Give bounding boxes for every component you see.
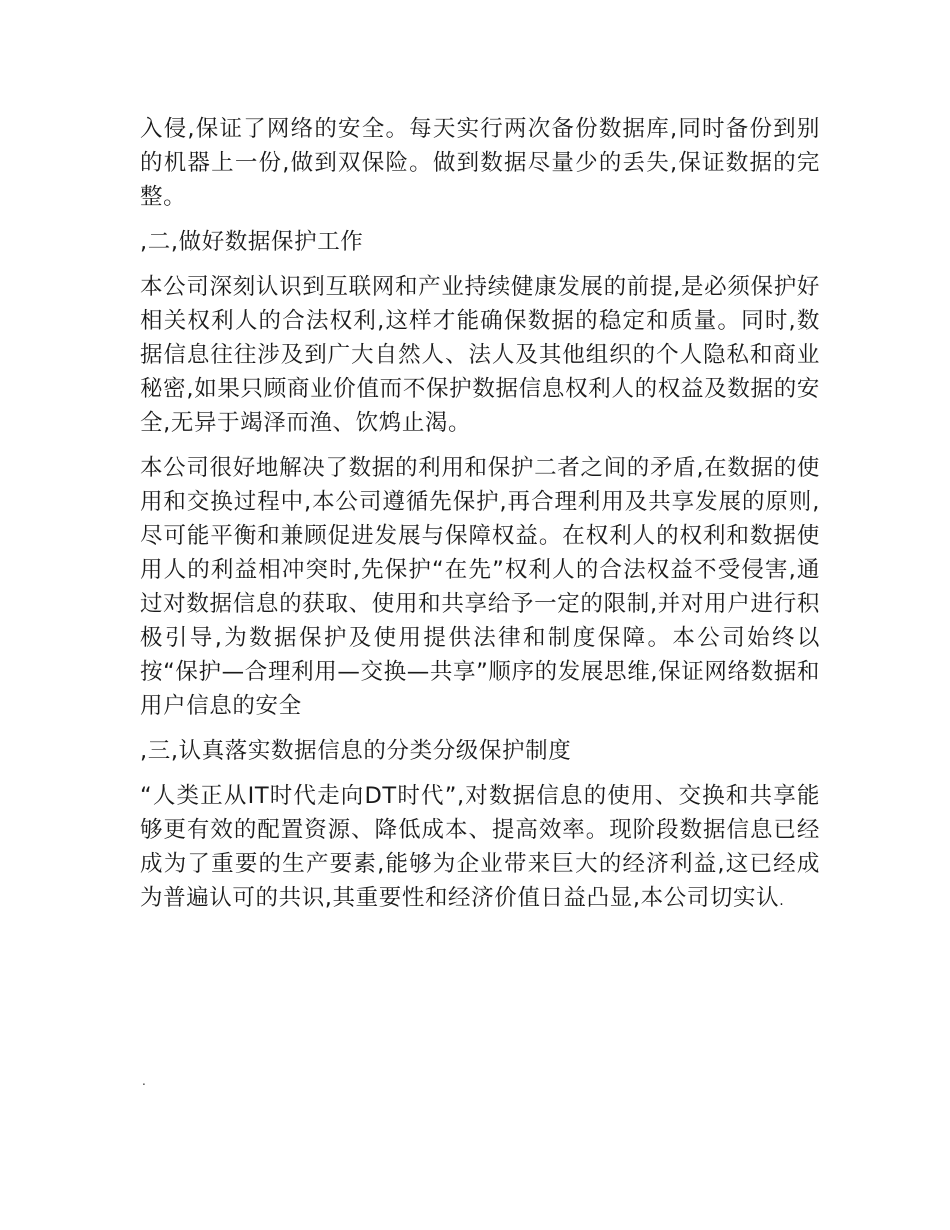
section-heading-classification: ,三,认真落实数据信息的分类分级保护制度 [140, 738, 572, 764]
paragraph-dt-era [140, 779, 820, 918]
stray-mark: . [142, 1074, 146, 1088]
paragraph-use-vs-protection: 本公司很好地解决了数据的利用和保护二者之间的矛盾,在数据的使用和交换过程中,本公司遵循先保护,再合理利用及共享发展的原则,尽可能平衡和兼顾促进发展与保障权益。在权利人的权利和数据使用人的利益相冲突时,先保护“在先”权利人的合法权益不受侵害,通过对数据信息的获取、使用和共享给予一定的限制,并对用户进行积极引导,为数据保护及使用提供法律和制度保障。本公司始终以按“保护—合理利用—交换—共享”顺序的发展思维,保证网络数据和用户信息的安全 [140, 455, 820, 719]
paragraph-dt-era-text: “人类正从IT时代走向DT时代”,对数据信息的使用、交换和共享能够更有效的配置资源、降低成本、提高效率。现阶段数据信息已经成为了重要的生产要素,能够为企业带来巨大的经济利益,这已经成为普遍认可的共识,其重要性和经济价值日益凸显,本公司切实认 [140, 783, 820, 911]
section-heading-data-protection: ,二,做好数据保护工作 [140, 229, 364, 255]
paragraph-tail-dot: . [779, 893, 784, 909]
document-body [140, 112, 820, 929]
paragraph-protection-premise: 本公司深刻认识到互联网和产业持续健康发展的前提,是必须保护好相关权利人的合法权利,这样才能确保数据的稳定和质量。同时,数据信息往往涉及到广大自然人、法人及其他组织的个人隐私和商业秘密,如果只顾商业价值而不保护数据信息权利人的权益及数据的安全,无异于竭泽而渔、饮鸩止渴。 [140, 274, 820, 436]
paragraph-backup: 入侵,保证了网络的安全。每天实行两次备份数据库,同时备份到别的机器上一份,做到双保险。做到数据尽量少的丢失,保证数据的完整。 [140, 116, 820, 210]
